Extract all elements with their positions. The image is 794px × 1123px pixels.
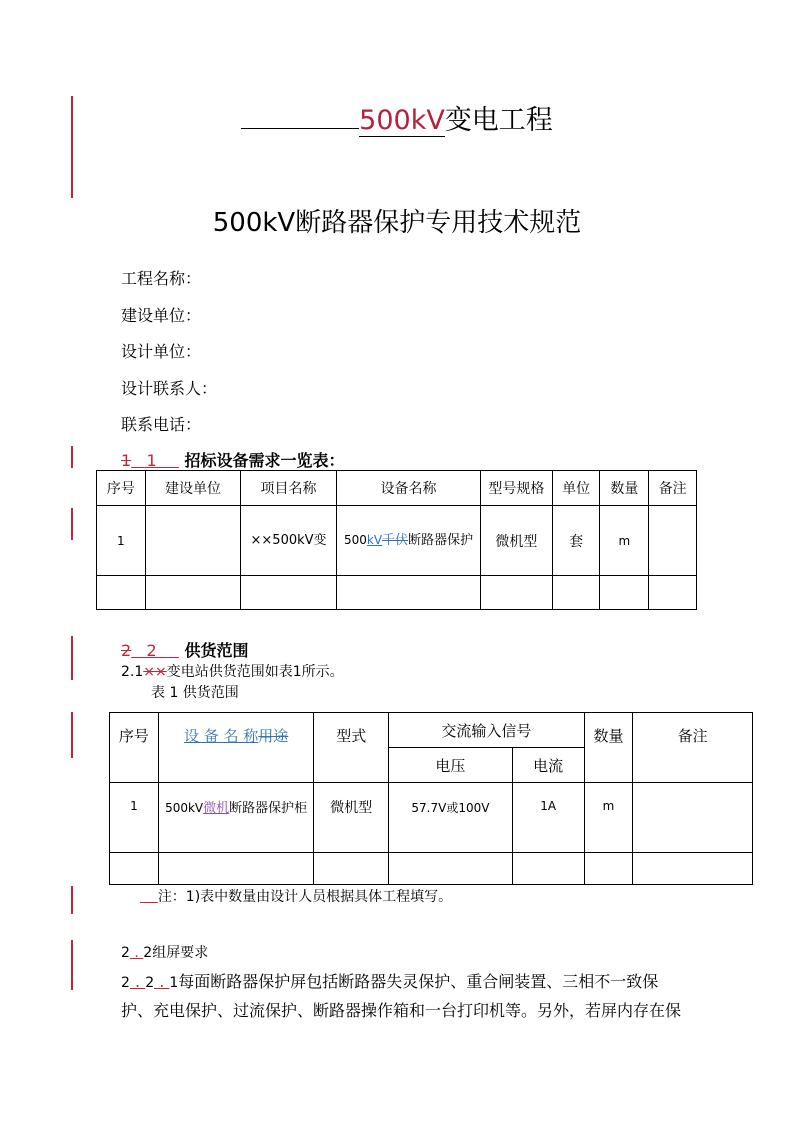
- cell-qty: m: [584, 783, 633, 853]
- paragraph-2-2: 2 . 2组屏要求: [121, 945, 209, 961]
- table-header-row: [97, 471, 697, 506]
- inserted-dash: [131, 641, 146, 660]
- header-ac-input: 交流输入信号: [389, 713, 584, 748]
- paragraph-line: 2 . 2 . 1每面断路器保护屏包括断路器失灵保护、重合闸装置、三相不一致保: [121, 972, 659, 991]
- inserted-dash: [131, 451, 146, 470]
- header-cell: 备注: [649, 471, 697, 506]
- header-cell: 建设单位: [145, 471, 240, 506]
- cell-device-name: 500kV微机断路器保护柜: [158, 783, 314, 853]
- cell-seq: 1: [110, 783, 159, 853]
- inserted-number: 2: [146, 641, 157, 660]
- deleted-number: 2: [121, 641, 132, 660]
- header-device-name: 设 备 名 称用途: [158, 713, 314, 783]
- header-type: 型式: [314, 713, 389, 783]
- cell-project: ××500kV变: [241, 506, 337, 576]
- field-construction-unit: 建设单位：: [121, 306, 202, 325]
- header-voltage: 电压: [389, 748, 513, 783]
- cell-seq: 1: [97, 506, 146, 576]
- field-contact-phone: 联系电话：: [121, 415, 202, 434]
- header-qty: 数量: [584, 713, 633, 783]
- header-note: 备注: [633, 713, 753, 783]
- table-row: [110, 783, 753, 853]
- revision-bar: [71, 508, 73, 540]
- field-design-contact: 设计联系人：: [121, 379, 218, 398]
- header-cell: 项目名称: [241, 471, 337, 506]
- paragraph-2-1: 2.1××变电站供货范围如表1所示。: [121, 664, 344, 680]
- cell-note: [633, 783, 753, 853]
- deleted-text: ××: [143, 664, 167, 680]
- header-current: 电流: [512, 748, 584, 783]
- cell-unit: [145, 506, 240, 576]
- paragraph-2-2-1: [121, 968, 691, 1025]
- cell-current: 1A: [512, 783, 584, 853]
- cell-note: [649, 506, 697, 576]
- blank-underline: [241, 127, 359, 129]
- paragraph-line: 护、充电保护、过流保护、断路器操作箱和一台打印机等。另外，若屏内存在保: [121, 1001, 682, 1020]
- heading-suffix: 变电工程: [444, 105, 553, 136]
- revision-bar: [71, 636, 73, 680]
- voltage-label: 500kV: [359, 105, 445, 136]
- cell-voltage: 57.7V或100V: [389, 783, 513, 853]
- field-project-name: 工程名称：: [121, 269, 202, 288]
- revision-bar: [71, 446, 73, 468]
- cell-unit-measure: 套: [552, 506, 600, 576]
- inserted-space: [157, 641, 179, 660]
- header-cell: 数量: [600, 471, 649, 506]
- document-title: 500kV断路器保护专用技术规范: [212, 208, 582, 238]
- table-row-empty: [97, 576, 697, 610]
- header-cell: 型号规格: [481, 471, 553, 506]
- table-row: [97, 506, 697, 576]
- cell-device: 500kV千伏断路器保护: [336, 506, 480, 576]
- header-cell: 单位: [552, 471, 600, 506]
- equipment-demand-table: [96, 470, 697, 610]
- cell-type: 微机型: [314, 783, 389, 853]
- revision-bar: [71, 940, 73, 990]
- deleted-number: 1: [121, 451, 132, 470]
- project-heading: [0, 98, 794, 137]
- header-cell: 设备名称: [336, 471, 480, 506]
- supply-scope-table: [109, 712, 753, 885]
- header-cell: 序号: [97, 471, 146, 506]
- cell-qty: m: [600, 506, 649, 576]
- table-caption: 表 1 供货范围: [151, 685, 239, 701]
- section-1-heading: [121, 448, 345, 471]
- header-seq: 序号: [110, 713, 159, 783]
- inserted-dot: .: [129, 945, 144, 961]
- table-row-empty: [110, 853, 753, 885]
- section-1-title: 招标设备需求一览表：: [184, 451, 345, 470]
- inserted-space: [157, 451, 179, 470]
- cell-model: 微机型: [481, 506, 553, 576]
- inserted-dash: [140, 889, 158, 905]
- table-header-row: [110, 713, 753, 748]
- section-2-heading: [121, 638, 249, 661]
- field-design-unit: 设计单位：: [121, 342, 202, 361]
- inserted-number: 1: [146, 451, 157, 470]
- section-2-title: 供货范围: [184, 641, 249, 660]
- table-note: 注：1)表中数量由设计人员根据具体工程填写。: [140, 886, 452, 906]
- revision-bar: [71, 886, 73, 914]
- revision-bar: [71, 712, 73, 758]
